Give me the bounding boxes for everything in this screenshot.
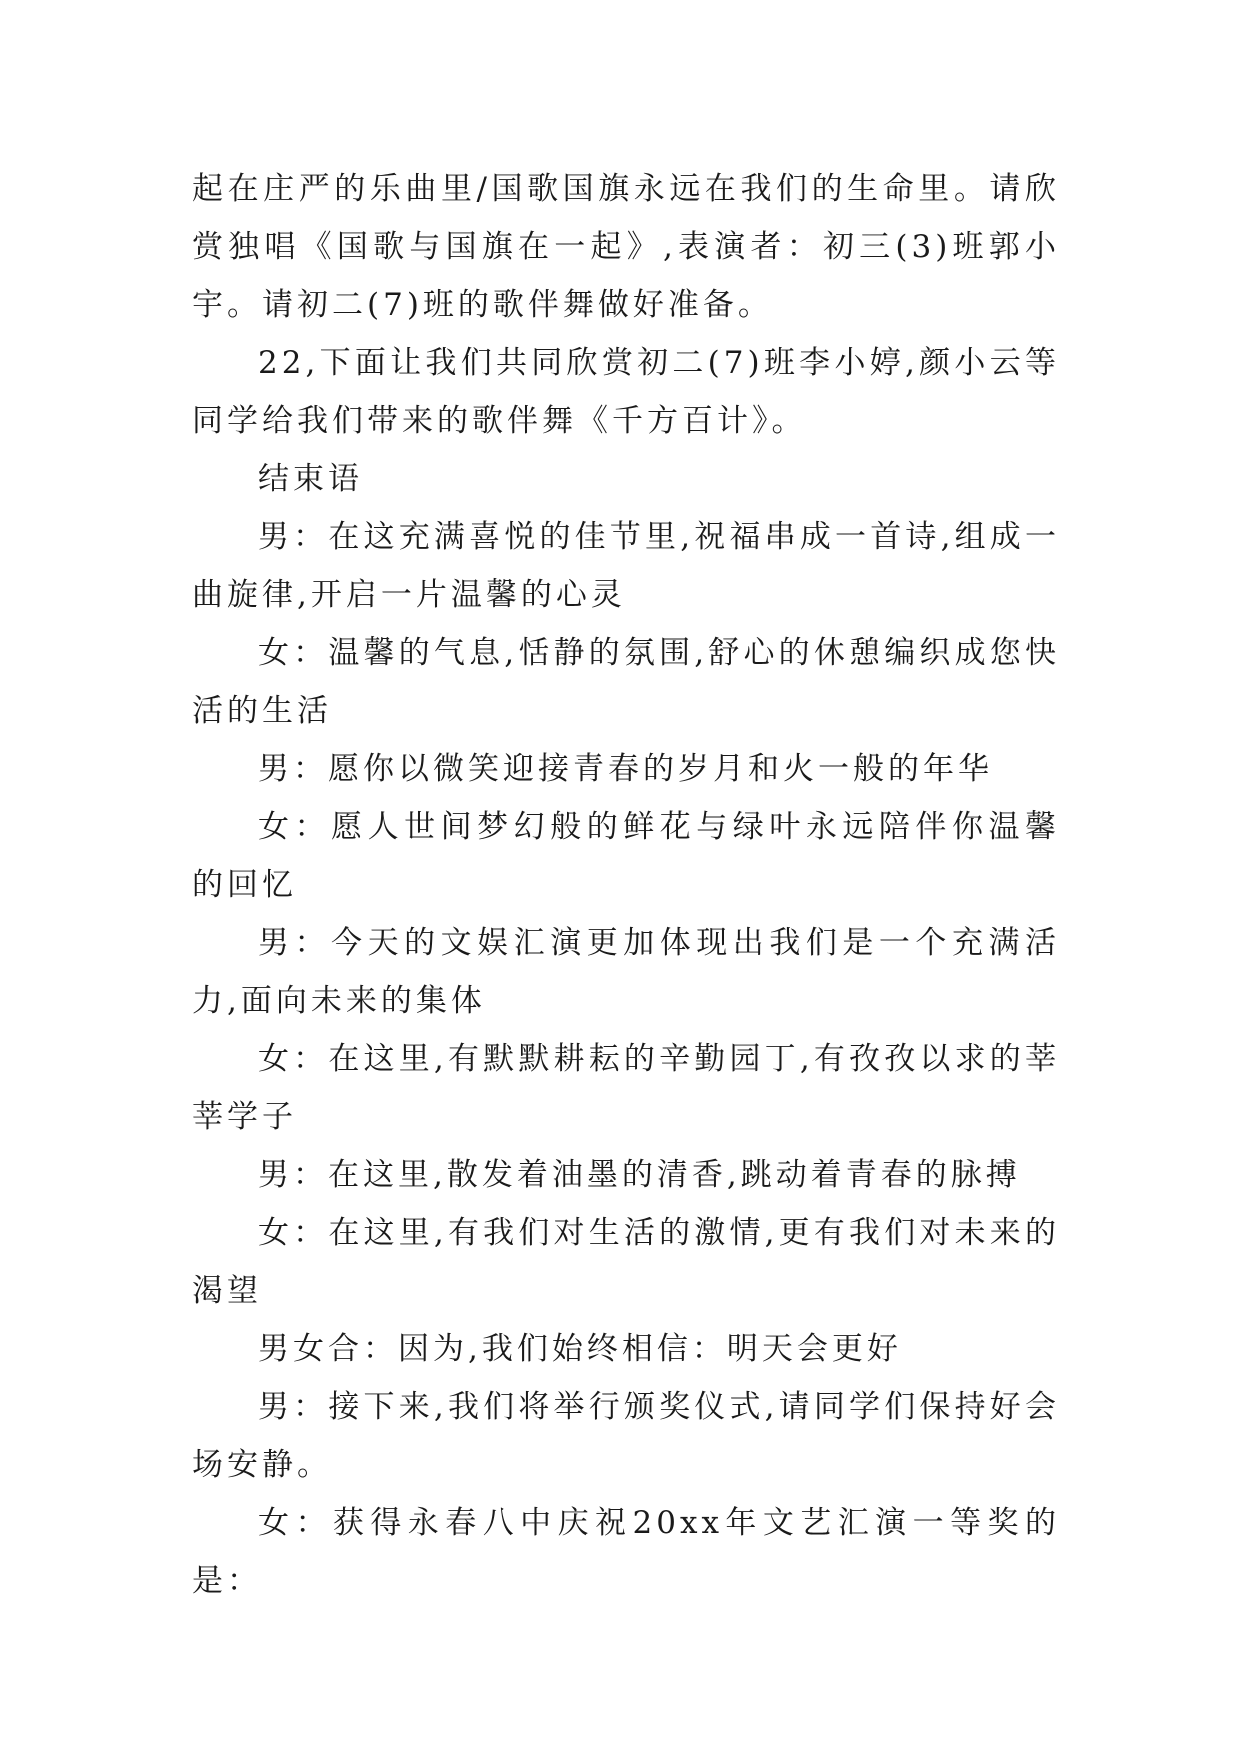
dialogue-line: 女：在这里,有我们对生活的激情,更有我们对未来的渴望 xyxy=(192,1215,1060,1309)
dialogue-line: 男：愿你以微笑迎接青春的岁月和火一般的年华 xyxy=(258,751,993,787)
paragraph-program-22: 22,下面让我们共同欣赏初二(7)班李小婷,颜小云等同学给我们带来的歌伴舞《千方百计》。 xyxy=(192,345,1060,439)
dialogue-line: 女：在这里,有默默耕耘的辛勤园丁,有孜孜以求的莘莘学子 xyxy=(192,1041,1060,1135)
dialogue-line: 男：在这充满喜悦的佳节里,祝福串成一首诗,组成一曲旋律,开启一片温馨的心灵 xyxy=(192,519,1060,613)
section-heading-closing: 结束语 xyxy=(258,461,363,497)
dialogue-line: 男：接下来,我们将举行颁奖仪式,请同学们保持好会场安静。 xyxy=(192,1389,1060,1483)
paragraph-intro-continuation: 起在庄严的乐曲里/国歌国旗永远在我们的生命里。请欣赏独唱《国歌与国旗在一起》,表演者：初三(3)班郭小宇。请初二(7)班的歌伴舞做好准备。 xyxy=(192,171,1060,323)
dialogue-line: 女：温馨的气息,恬静的氛围,舒心的休憩编织成您快活的生活 xyxy=(192,635,1060,729)
dialogue-line: 男女合：因为,我们始终相信：明天会更好 xyxy=(258,1331,902,1367)
document-body xyxy=(192,160,1060,1610)
dialogue-line: 男：今天的文娱汇演更加体现出我们是一个充满活力,面向未来的集体 xyxy=(192,925,1060,1019)
dialogue-line: 女：愿人世间梦幻般的鲜花与绿叶永远陪伴你温馨的回忆 xyxy=(192,809,1060,903)
dialogue-line: 男：在这里,散发着油墨的清香,跳动着青春的脉搏 xyxy=(258,1157,1021,1193)
dialogue-line: 女：获得永春八中庆祝20xx年文艺汇演一等奖的是： xyxy=(192,1505,1060,1599)
